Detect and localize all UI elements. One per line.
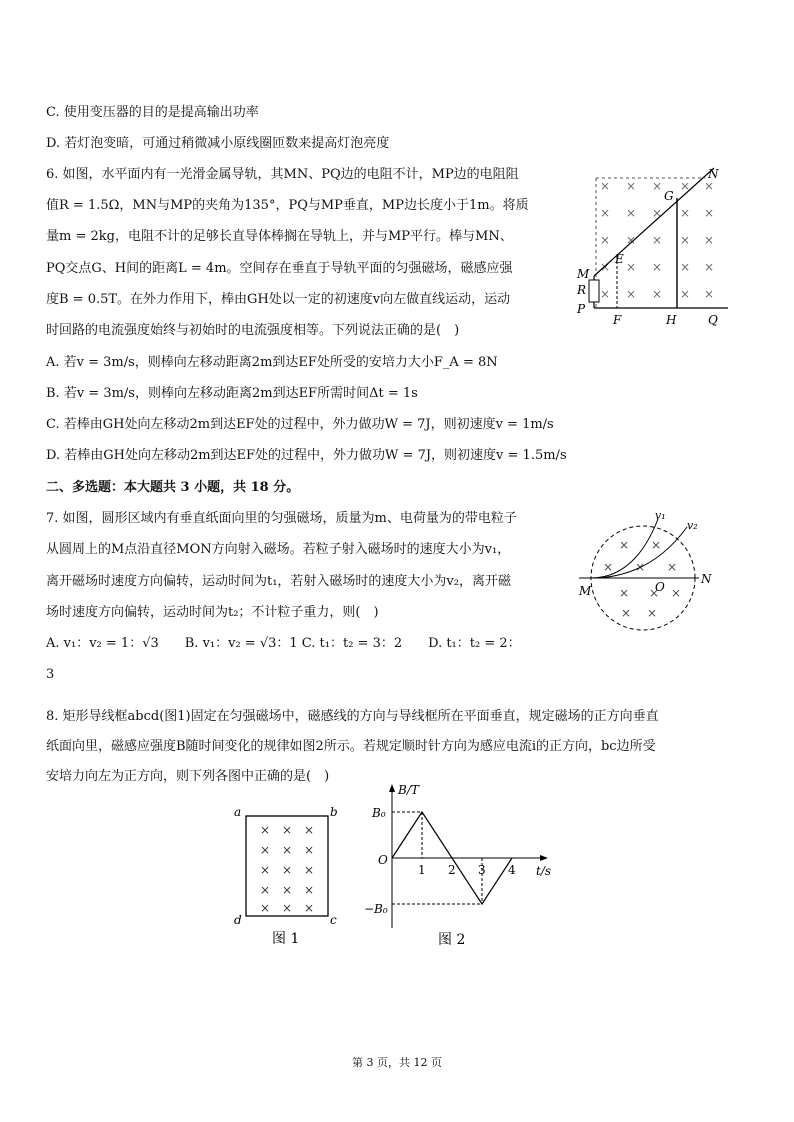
field-cross: × <box>260 863 271 877</box>
option-d-transformer: D. 若灯泡变暗，可通过稍微减小原线圈匝数来提高灯泡亮度 <box>46 136 390 151</box>
q8-field-crosses <box>260 823 314 915</box>
field-cross: × <box>626 287 637 301</box>
field-cross: × <box>680 260 691 274</box>
label-g: G <box>664 189 674 203</box>
field-cross: × <box>304 883 315 897</box>
field-cross: × <box>652 206 663 220</box>
field-cross: × <box>619 586 630 600</box>
q8-figure-2 <box>360 780 560 950</box>
q7-line-4: 场时速度方向偏转，运动时间为t₂；不计粒子重力，则( ) <box>46 605 379 620</box>
label-f: F <box>613 313 622 327</box>
resistor-r <box>589 280 599 302</box>
field-cross: × <box>282 843 293 857</box>
label-r: R <box>577 283 587 297</box>
field-cross: × <box>680 233 691 247</box>
label-n: N <box>701 572 712 586</box>
label-n: N <box>708 167 719 181</box>
q6-line-3: 量m = 2kg，电阻不计的足够长直导体棒搁在导轨上，并与MP平行。棒与MN、 <box>46 229 513 244</box>
q6-line-4: PQ交点G、H间的距离L = 4m。空间存在垂直于导轨平面的匀强磁场，磁感应强 <box>46 261 513 276</box>
field-cross: × <box>282 823 293 837</box>
field-cross: × <box>652 233 663 247</box>
field-cross: × <box>680 179 691 193</box>
field-cross: × <box>647 606 658 620</box>
q8-line-1: 8. 矩形导线框abcd(图1)固定在匀强磁场中，磁感线的方向与导线框所在平面垂直，规定磁场的正方向垂直 <box>46 709 659 724</box>
field-cross: × <box>704 206 715 220</box>
q7-line-1: 7. 如图，圆形区域内有垂直纸面向里的匀强磁场，质量为m、电荷量为的带电粒子 <box>46 511 517 526</box>
q6-line-5: 度B = 0.5T。在外力作用下，棒由GH处以一定的初速度v向左做直线运动，运动 <box>46 292 511 307</box>
q8-figure-1 <box>228 800 348 950</box>
field-cross: × <box>649 586 660 600</box>
option-c-transformer: C. 使用变压器的目的是提高输出功率 <box>46 105 259 120</box>
field-cross: × <box>680 206 691 220</box>
q7-options: A. v₁：v₂ = 1：√3 B. v₁：v₂ = √3：1 C. t₁：t₂ = 3：2 D. t₁：t₂ = 2： <box>46 636 521 651</box>
y-axis-label: B/T <box>398 783 419 797</box>
q7-options-wrap: 3 <box>46 667 55 682</box>
q6-line-1: 6. 如图，水平面内有一光滑金属导轨，其MN、PQ边的电阻不计，MP边的电阻阻 <box>46 167 519 182</box>
field-cross: × <box>600 287 611 301</box>
field-cross: × <box>600 260 611 274</box>
q6-option-d: D. 若棒由GH处向左移动2m到达EF处的过程中，外力做功W = 7J，则初速度v = 1.5m/s <box>46 448 567 463</box>
label-d: d <box>234 913 242 927</box>
label-e: E <box>615 252 624 266</box>
label-b0: B₀ <box>372 806 386 820</box>
label-b: b <box>330 805 338 819</box>
field-cross: × <box>704 233 715 247</box>
field-cross: × <box>600 179 611 193</box>
label-a: a <box>234 805 242 819</box>
x-tick-label: 1 <box>418 863 426 877</box>
label-q: Q <box>708 313 718 327</box>
field-cross: × <box>282 901 293 915</box>
field-cross: × <box>304 823 315 837</box>
q7-line-2: 从圆周上的M点沿直径MON方向射入磁场。若粒子射入磁场时的速度大小为v₁， <box>46 542 511 557</box>
field-cross: × <box>652 179 663 193</box>
label-neg-b0: −B₀ <box>364 902 388 916</box>
field-cross: × <box>304 901 315 915</box>
field-cross: × <box>626 233 637 247</box>
field-cross: × <box>600 206 611 220</box>
q6-option-a: A. 若v = 3m/s，则棒向左移动距离2m到达EF处所受的安培力大小F_A = 8N <box>46 355 498 370</box>
q8-line-2: 纸面向里，磁感应强度B随时间变化的规律如图2所示。若规定顺时针方向为感应电流i的正方向，bc边所受 <box>46 739 656 754</box>
q6-option-c: C. 若棒由GH处向左移动2m到达EF处的过程中，外力做功W = 7J，则初速度v = 1m/s <box>46 417 554 432</box>
field-cross: × <box>282 883 293 897</box>
field-cross: × <box>626 260 637 274</box>
field-cross: × <box>619 538 630 552</box>
label-p: P <box>577 302 586 316</box>
x-tick-label: 3 <box>478 863 486 877</box>
field-cross: × <box>304 863 315 877</box>
field-cross: × <box>704 179 715 193</box>
label-c: c <box>330 913 337 927</box>
x-tick-label: 2 <box>448 863 456 877</box>
x-axis-arrow <box>540 855 548 861</box>
label-h: H <box>666 313 677 327</box>
q6-line-6: 时回路的电流强度始终与初始时的电流强度相等。下列说法正确的是( ) <box>46 323 460 338</box>
y-axis-arrow <box>389 784 395 792</box>
field-cross: × <box>260 843 271 857</box>
field-cross: × <box>260 901 271 915</box>
q7-circle-diagram <box>575 505 710 635</box>
field-cross: × <box>667 560 678 574</box>
field-cross: × <box>304 843 315 857</box>
label-v1: v₁ <box>655 509 666 522</box>
page-footer: 第 3 页，共 12 页 <box>352 1056 442 1069</box>
label-m: M <box>577 267 590 281</box>
q6-rail-diagram <box>570 160 770 330</box>
field-cross: × <box>282 863 293 877</box>
field-cross: × <box>680 287 691 301</box>
section-2-heading: 二、多选题：本大题共 3 小题，共 18 分。 <box>46 480 300 495</box>
q6-option-b: B. 若v = 3m/s，则棒向左移动距离2m到达EF所需时间Δt = 1s <box>46 386 418 401</box>
field-cross: × <box>671 586 682 600</box>
field-cross: × <box>600 233 611 247</box>
x-tick-label: 4 <box>508 863 516 877</box>
field-cross: × <box>652 260 663 274</box>
field-cross: × <box>704 287 715 301</box>
q6-line-2: 值R = 1.5Ω，MN与MP的夹角为135°，PQ与MP垂直，MP边长度小于1m。将质 <box>46 198 529 213</box>
x-axis-label: t/s <box>536 864 552 878</box>
field-cross: × <box>260 883 271 897</box>
q7-line-3: 离开磁场时速度方向偏转，运动时间为t₁，若射入磁场时的速度大小为v₂，离开磁 <box>46 574 511 589</box>
label-o: O <box>655 580 665 594</box>
label-origin: O <box>378 853 388 867</box>
field-cross: × <box>626 206 637 220</box>
label-m: M <box>579 584 592 598</box>
label-v2: v₂ <box>687 519 698 532</box>
field-cross: × <box>651 538 662 552</box>
field-cross: × <box>626 179 637 193</box>
caption-fig2: 图 2 <box>438 932 466 948</box>
field-cross: × <box>652 287 663 301</box>
field-cross: × <box>621 606 632 620</box>
caption-fig1: 图 1 <box>272 931 300 947</box>
field-cross: × <box>260 823 271 837</box>
q8-line-3: 安培力向左为正方向，则下列各图中正确的是( ) <box>46 769 330 784</box>
field-cross: × <box>635 560 646 574</box>
field-cross: × <box>603 560 614 574</box>
field-cross: × <box>704 260 715 274</box>
